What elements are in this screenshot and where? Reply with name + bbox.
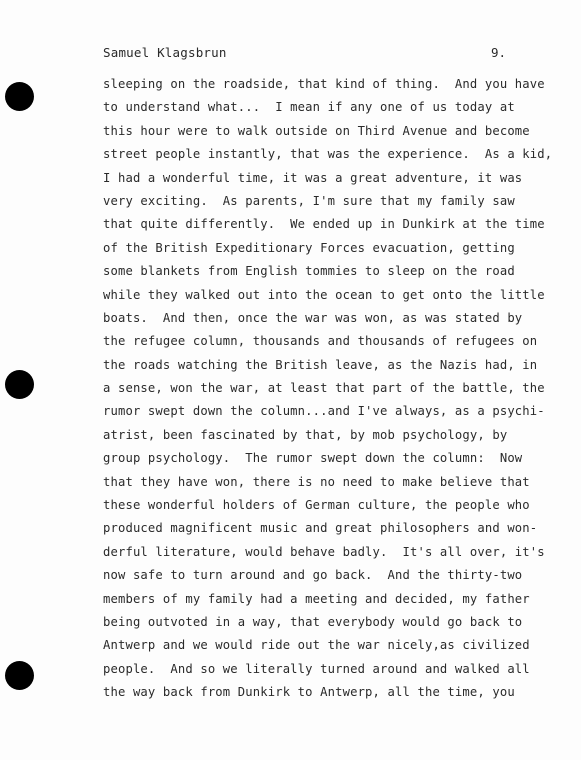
- transcript-line: to understand what... I mean if any one of us today at: [103, 100, 515, 115]
- transcript-line: atrist, been fascinated by that, by mob psychology, by: [103, 427, 508, 442]
- transcript-line: boats. And then, once the war was won, as was stated by: [103, 310, 523, 325]
- transcript-line: the refugee column, thousands and thousands of refugees on: [103, 334, 538, 349]
- transcript-line: I had a wonderful time, it was a great adventure, it was: [103, 170, 523, 185]
- transcript-line: people. And so we literally turned around and walked all: [103, 661, 530, 676]
- transcript-line: this hour were to walk outside on Third Avenue and become: [103, 123, 530, 138]
- transcript-line: street people instantly, that was the experience. As a kid,: [103, 147, 553, 162]
- transcript-line: rumor swept down the column...and I've always, as a psychi-: [103, 404, 545, 419]
- punch-hole-middle: [5, 370, 34, 399]
- transcript-line: being outvoted in a way, that everybody would go back to: [103, 614, 523, 629]
- transcript-line: these wonderful holders of German culture, the people who: [103, 498, 530, 513]
- transcript-line: a sense, won the war, at least that part of the battle, the: [103, 381, 545, 396]
- transcript-line: that quite differently. We ended up in Dunkirk at the time: [103, 217, 545, 232]
- transcript-line: while they walked out into the ocean to get onto the little: [103, 287, 545, 302]
- transcript-body: [103, 73, 573, 705]
- transcript-line: derful literature, would behave badly. It's all over, it's: [103, 544, 545, 559]
- transcript-line: the way back from Dunkirk to Antwerp, all the time, you: [103, 685, 515, 700]
- transcript-line: of the British Expeditionary Forces evacuation, getting: [103, 240, 515, 255]
- punch-hole-bottom: [5, 661, 34, 690]
- transcript-line: that they have won, there is no need to make believe that: [103, 474, 530, 489]
- transcript-line: members of my family had a meeting and decided, my father: [103, 591, 530, 606]
- transcript-line: some blankets from English tommies to sleep on the road: [103, 264, 515, 279]
- header-speaker-name: Samuel Klagsbrun: [103, 45, 227, 60]
- transcript-line: very exciting. As parents, I'm sure that my family saw: [103, 193, 515, 208]
- transcript-line: sleeping on the roadside, that kind of thing. And you have: [103, 77, 545, 91]
- page-number: 9.: [491, 45, 507, 60]
- transcript-line: the roads watching the British leave, as the Nazis had, in: [103, 357, 538, 372]
- transcript-line: produced magnificent music and great philosophers and won-: [103, 521, 538, 536]
- punch-hole-top: [5, 82, 34, 111]
- transcript-line: Antwerp and we would ride out the war nicely,as civilized: [103, 638, 530, 653]
- transcript-line: now safe to turn around and go back. And the thirty-two: [103, 568, 523, 583]
- transcript-line: group psychology. The rumor swept down the column: Now: [103, 451, 523, 466]
